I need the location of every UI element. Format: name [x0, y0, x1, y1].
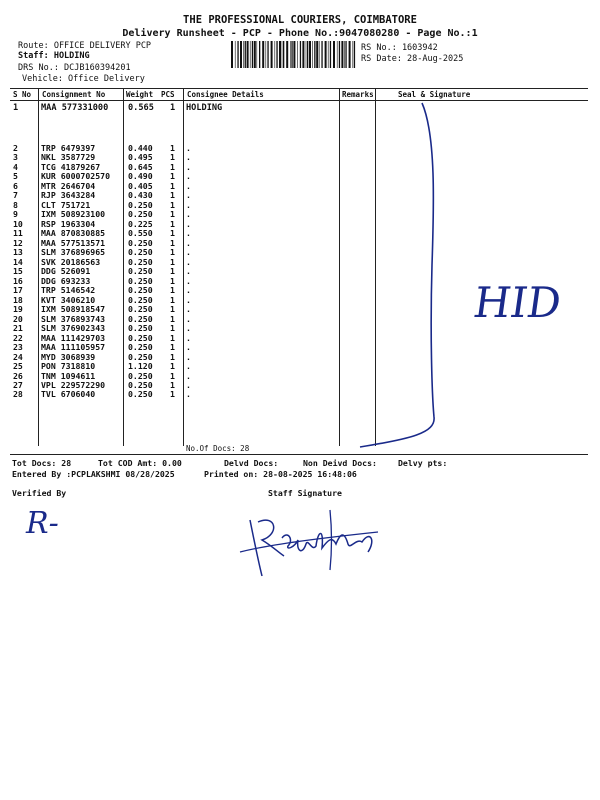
row-pcs: 1 — [170, 285, 175, 296]
row-sno: 25 — [13, 361, 23, 372]
col-header-seal: Seal & Signature — [398, 90, 471, 99]
row-pcs: 1 — [170, 103, 176, 113]
barcode-bar — [293, 41, 295, 68]
row-consignee-details: . — [186, 361, 191, 372]
row-sno: 10 — [13, 218, 23, 229]
row-weight: 0.490 — [128, 171, 153, 182]
barcode-bar — [290, 41, 291, 68]
barcode-bar — [267, 41, 268, 68]
row-consignment-no: RSP 1963304 — [41, 218, 96, 229]
barcode-bar — [282, 41, 283, 68]
row-pcs: 1 — [170, 143, 175, 153]
barcode-bar — [237, 41, 238, 68]
row-sno: 8 — [13, 199, 18, 210]
row-pcs: 1 — [170, 199, 175, 210]
row-sno: 20 — [13, 313, 23, 324]
row-sno: 18 — [13, 294, 23, 305]
row-weight: 0.405 — [128, 180, 153, 191]
barcode-bar — [321, 41, 322, 68]
row-consignee-details: . — [186, 304, 191, 315]
row-consignee-details: . — [186, 180, 191, 191]
row-consignee-details: . — [186, 370, 191, 381]
barcode-bar — [247, 41, 249, 68]
row-consignment-no: SLM 376896965 — [41, 247, 106, 258]
row-consignment-no: RJP 3643284 — [41, 190, 96, 201]
row-consignment-no: SLM 376893743 — [41, 313, 106, 324]
row-pcs: 1 — [170, 256, 175, 267]
entered-by: Entered By :PCPLAKSHMI 08/28/2025 — [12, 469, 175, 479]
col-header-pcs: PCS — [161, 90, 175, 99]
row-weight: 0.250 — [128, 285, 153, 296]
row-weight: 0.250 — [128, 209, 153, 220]
row-weight: 0.250 — [128, 266, 153, 277]
row-consignee-details: . — [186, 199, 191, 210]
row-pcs: 1 — [170, 304, 175, 315]
barcode-bar — [291, 41, 292, 68]
delivered-docs: Delvd Docs: — [224, 458, 279, 468]
barcode-bar — [353, 41, 354, 68]
row-pcs: 1 — [170, 342, 175, 353]
row-pcs: 1 — [170, 218, 175, 229]
row-consignment-no: DDG 526091 — [41, 266, 91, 277]
row-consignment-no: MAA 577513571 — [41, 237, 106, 248]
verifier-handwriting: R- — [26, 506, 59, 541]
row-sno: 21 — [13, 323, 23, 334]
route-label: Route: OFFICE DELIVERY PCP — [18, 41, 152, 51]
row-consignment-no: SVK 20186563 — [41, 256, 101, 267]
row-consignment-no: TVL 6706040 — [41, 389, 96, 400]
col-header-consignee: Consignee Details — [187, 90, 264, 99]
barcode-bar — [254, 41, 256, 68]
row-consignment-no: KVT 3406210 — [41, 294, 96, 305]
row-pcs: 1 — [170, 313, 175, 324]
row-consignment-no: TRP 5146542 — [41, 285, 96, 296]
row-pcs: 1 — [170, 237, 175, 248]
row-weight: 0.250 — [128, 389, 153, 400]
row-weight: 0.250 — [128, 294, 153, 305]
barcode-bar — [259, 41, 260, 68]
barcode-bar — [314, 41, 315, 68]
col-header-sno: S No — [13, 90, 32, 99]
row-sno: 17 — [13, 285, 23, 296]
row-consignment-no: MAA 111105957 — [41, 342, 106, 353]
row-pcs: 1 — [170, 389, 175, 400]
row-weight: 0.250 — [128, 332, 153, 343]
row-sno: 22 — [13, 332, 23, 343]
row-weight: 0.250 — [128, 247, 153, 258]
row-consignee-details: . — [186, 294, 191, 305]
row-pcs: 1 — [170, 152, 175, 163]
row-consignee-details: . — [186, 152, 191, 163]
row-weight: 0.250 — [128, 380, 153, 390]
row-consignment-no: IXM 508918547 — [41, 304, 106, 315]
row-pcs: 1 — [170, 361, 175, 372]
barcode-bar — [235, 41, 236, 68]
barcode-bar — [345, 41, 346, 68]
tot-docs: Tot Docs: 28 — [12, 458, 72, 468]
row-consignment-no: TCG 41879267 — [41, 161, 101, 172]
drs-number: DRS No.: DCJB160394201 — [18, 63, 131, 73]
tot-cod-amount: Tot COD Amt: 0.00 — [98, 458, 182, 468]
barcode-bar — [307, 41, 308, 68]
row-weight: 0.645 — [128, 161, 153, 172]
row-consignee-details: . — [186, 218, 191, 229]
row-consignee-details: . — [186, 247, 191, 258]
delivery-points: Delvy pts: — [398, 458, 448, 468]
row-sno: 27 — [13, 380, 23, 390]
verified-by-label: Verified By — [12, 488, 67, 498]
row-consignment-no: MTR 2646704 — [41, 180, 96, 191]
row-sno: 4 — [13, 161, 18, 172]
row-weight: 0.250 — [128, 342, 153, 353]
staff-label: Staff: HOLDING — [18, 51, 90, 61]
row-sno: 19 — [13, 304, 23, 315]
company-title: THE PROFESSIONAL COURIERS, COIMBATORE — [183, 14, 417, 26]
barcode-bar — [302, 41, 304, 68]
barcode-bar — [344, 41, 345, 68]
barcode-image — [231, 41, 357, 68]
staff-signature-image — [232, 500, 382, 580]
barcode-bar — [266, 41, 267, 68]
row-sno: 15 — [13, 266, 23, 277]
row-weight: 0.430 — [128, 190, 153, 201]
barcode-bar — [349, 41, 351, 68]
row-sno: 12 — [13, 237, 23, 248]
printed-on: Printed on: 28-08-2025 16:48:06 — [204, 469, 357, 479]
row-consignee-details: . — [186, 143, 191, 153]
barcode-bar — [283, 41, 284, 68]
barcode-bar — [297, 41, 298, 68]
barcode-bar — [319, 41, 320, 68]
row-consignment-no: TNM 1094611 — [41, 370, 96, 381]
row-pcs: 1 — [170, 351, 175, 362]
barcode-bar — [257, 41, 258, 68]
barcode-bar — [341, 41, 343, 68]
row-consignment-no: VPL 229572290 — [41, 380, 106, 390]
row-consignee-details: . — [186, 342, 191, 353]
row-pcs: 1 — [170, 323, 175, 334]
row-weight: 0.565 — [128, 103, 154, 113]
sheet-title: Delivery Runsheet - PCP - Phone No.:9047080280 - Page No.:1 — [122, 28, 478, 39]
row-sno: 1 — [13, 103, 19, 113]
barcode-bar — [286, 41, 288, 68]
row-pcs: 1 — [170, 161, 175, 172]
barcode-bar — [276, 41, 277, 68]
row-consignee-details: . — [186, 190, 191, 201]
row-sno: 23 — [13, 342, 23, 353]
barcode-bar — [312, 41, 313, 68]
row-sno: 9 — [13, 209, 18, 220]
barcode-bar — [339, 41, 340, 68]
seal-handwriting: HID — [470, 278, 565, 327]
row-consignee-details: . — [186, 285, 191, 296]
row-sno: 7 — [13, 190, 18, 201]
row-pcs: 1 — [170, 332, 175, 343]
rs-number: RS No.: 1603942 — [361, 43, 438, 53]
row-consignee-details: . — [186, 228, 191, 239]
row-consignee-details: . — [186, 313, 191, 324]
row-weight: 0.250 — [128, 237, 153, 248]
barcode-bar — [262, 41, 264, 68]
barcode-bar — [240, 41, 242, 68]
row-consignment-no: DDG 693233 — [41, 275, 91, 286]
row-consignee-details: . — [186, 237, 191, 248]
barcode-bar — [328, 41, 329, 68]
non-delivered-docs: Non Deivd Docs: — [303, 458, 377, 468]
row-consignment-no: SLM 376902343 — [41, 323, 106, 334]
row-consignee-details: . — [186, 380, 191, 390]
row-pcs: 1 — [170, 380, 175, 390]
staff-signature-label: Staff Signature — [268, 488, 342, 498]
row-consignee-details: . — [186, 351, 191, 362]
row-pcs: 1 — [170, 275, 175, 286]
row-consignee-details: HOLDING — [186, 103, 223, 113]
row-weight: 0.250 — [128, 323, 153, 334]
barcode-bar — [243, 41, 244, 68]
row-weight: 0.550 — [128, 228, 153, 239]
row-sno: 6 — [13, 180, 18, 191]
row-weight: 0.250 — [128, 275, 153, 286]
row-pcs: 1 — [170, 180, 175, 191]
barcode-bar — [330, 41, 331, 68]
row-sno: 13 — [13, 247, 23, 258]
row-pcs: 1 — [170, 209, 175, 220]
barcode-bar — [309, 41, 311, 68]
barcode-bar — [271, 41, 273, 68]
row-weight: 0.250 — [128, 313, 153, 324]
row-sno: 24 — [13, 351, 23, 362]
vehicle-label: Vehicle: Office Delivery — [22, 74, 145, 84]
row-pcs: 1 — [170, 228, 175, 239]
row-consignment-no: CLT 751721 — [41, 199, 91, 210]
barcode-bar — [325, 41, 327, 68]
row-pcs: 1 — [170, 171, 175, 182]
row-consignment-no: KUR 6000702570 — [41, 171, 111, 182]
row-weight: 0.250 — [128, 199, 153, 210]
row-weight: 0.250 — [128, 304, 153, 315]
barcode-bar — [300, 41, 301, 68]
row-sno: 5 — [13, 171, 18, 182]
row-pcs: 1 — [170, 294, 175, 305]
table-top-border — [10, 88, 588, 89]
seal-signature-bracket — [350, 95, 590, 455]
row-sno: 14 — [13, 256, 23, 267]
row-pcs: 1 — [170, 370, 175, 381]
row-consignee-details: . — [186, 332, 191, 343]
barcode-bar — [337, 41, 338, 68]
barcode-bar — [250, 41, 251, 68]
barcode-bar — [306, 41, 307, 68]
row-pcs: 1 — [170, 190, 175, 201]
row-consignee-details: . — [186, 161, 191, 172]
row-sno: 16 — [13, 275, 23, 286]
row-consignment-no: MAA 577331000 — [41, 103, 109, 113]
barcode-bar — [279, 41, 281, 68]
barcode-bar — [275, 41, 276, 68]
row-consignee-details: . — [186, 323, 191, 334]
row-sno: 28 — [13, 389, 23, 400]
rs-date: RS Date: 28-Aug-2025 — [361, 54, 464, 64]
row-sno: 11 — [13, 228, 23, 239]
row-consignee-details: . — [186, 209, 191, 220]
row-weight: 0.250 — [128, 256, 153, 267]
row-consignee-details: . — [186, 389, 191, 400]
row-weight: 0.440 — [128, 143, 153, 153]
row-consignment-no: MYD 3068939 — [41, 351, 96, 362]
row-consignment-no: TRP 6479397 — [41, 143, 96, 153]
row-weight: 0.250 — [128, 351, 153, 362]
row-consignment-no: NKL 3587729 — [41, 152, 96, 163]
barcode-bar — [245, 41, 246, 68]
barcode-bar — [354, 41, 355, 68]
row-pcs: 1 — [170, 247, 175, 258]
col-header-weight: Weight — [126, 90, 154, 99]
barcode-bar — [252, 41, 253, 68]
row-consignee-details: . — [186, 171, 191, 182]
row-pcs: 1 — [170, 266, 175, 277]
barcode-bar — [333, 41, 335, 68]
row-weight: 0.495 — [128, 152, 153, 163]
col-header-remarks: Remarks — [342, 90, 374, 99]
row-sno: 26 — [13, 370, 23, 381]
row-consignment-no: PON 7318810 — [41, 361, 96, 372]
row-consignee-details: . — [186, 256, 191, 267]
row-weight: 0.250 — [128, 370, 153, 381]
row-consignee-details: . — [186, 275, 191, 286]
barcode-bar — [231, 41, 233, 68]
row-consignment-no: MAA 111429703 — [41, 332, 106, 343]
no-of-docs: No.Of Docs: 28 — [186, 444, 250, 453]
row-sno: 3 — [13, 152, 18, 163]
barcode-bar — [316, 41, 318, 68]
row-weight: 0.225 — [128, 218, 153, 229]
row-consignment-no: IXM 508923100 — [41, 209, 106, 220]
row-weight: 1.120 — [128, 361, 153, 372]
row-consignee-details: . — [186, 266, 191, 277]
row-consignment-no: MAA 870830885 — [41, 228, 106, 239]
row-sno: 2 — [13, 143, 18, 153]
col-header-consignment: Consignment No — [42, 90, 106, 99]
